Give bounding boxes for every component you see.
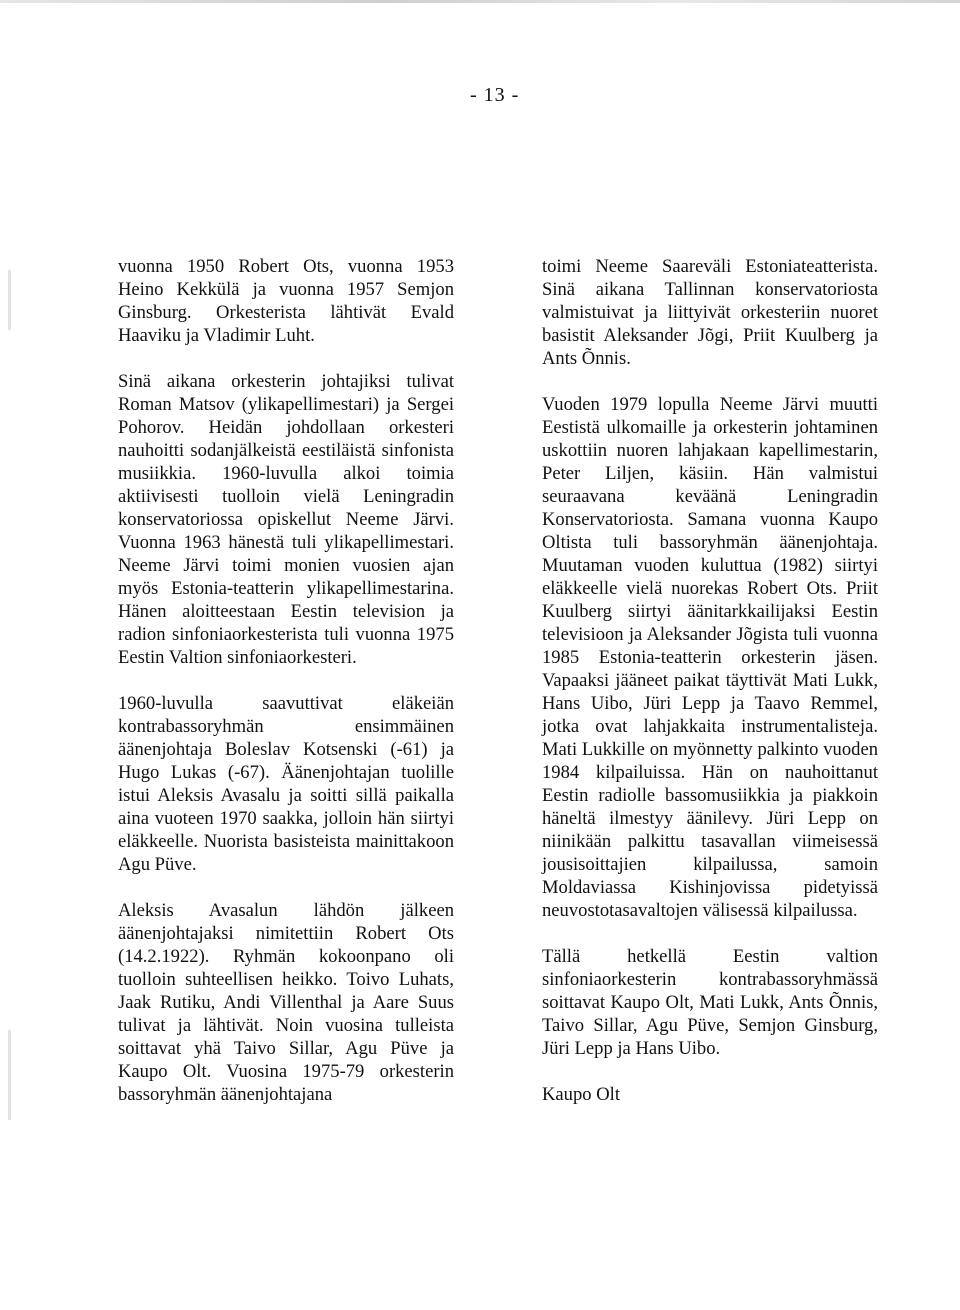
scan-margin-mark xyxy=(8,1030,11,1120)
paragraph: toimi Neeme Saareväli Estoniateatterista. Sinä aikana Tallinnan konservatoriosta valmistuivat ja liittyivät orkesteriin nuoret basistit Aleksander Jõgi, Priit Kuulberg ja Ants Õnnis. xyxy=(542,256,878,369)
page-number: - 13 - xyxy=(470,84,520,106)
paragraph: Vuoden 1979 lopulla Neeme Järvi muutti Eestistä ulkomaille ja orkesterin johtaminen uskottiin nuoren lahjakaan kapellimestarin, Peter Liljen, käsiin. Hän valmistui seuraavana keväänä Leningradin Konservatoriosta. Samana vuonna Kaupo Oltista tuli bassoryhmän äänenjohtaja. Muutaman vuoden kuluttua (1982) siirtyi eläkkeelle vielä nuorekas Robert Ots. Priit Kuulberg siirtyi äänitarkkailijaksi Eestin televisioon ja Aleksander Jõgista tuli vuonna 1985 Estonia-teatterin orkesterin jäsen. Vapaaksi jääneet paikat täyttivät Mati Lukk, Hans Uibo, Jüri Lepp ja Taavo Remmel, jotka ovat lahjakkaita instrumentalisteja. Mati Lukkille on myönnetty palkinto vuoden 1984 kilpailuissa. Hän on nauhoittanut Eestin radiolle bassomusiikkia ja piakkoin häneltä ilmestyy äänilevy. Jüri Lepp on niinikään palkittu tasavallan viimeisessä jousisoittajien kilpailussa, samoin Moldaviassa Kishinjovissa pidetyissä neuvostotasavaltojen välisessä kilpailussa. xyxy=(542,394,878,921)
scan-top-edge xyxy=(0,0,960,3)
paragraph: Aleksis Avasalun lähdön jälkeen äänenjohtajaksi nimitettiin Robert Ots (14.2.1922). Ryhmän kokoonpano oli tuolloin suhteellisen heikko. Toivo Luhats, Jaak Rutiku, Andi Villenthal ja Aare Suus tulivat ja lähtivät. Noin vuosina tulleista soittavat yhä Taivo Sillar, Agu Püve ja Kaupo Olt. Vuosina 1975-79 orkesterin bassoryhmän äänenjohtajana xyxy=(118,900,454,1105)
paragraph: Sinä aikana orkesterin johtajiksi tulivat Roman Matsov (ylikapellimestari) ja Sergei Pohorov. Heidän johdollaan orkesteri nauhoitti sodanjälkeistä eestiläistä sinfonista musiikkia. 1960-luvulla alkoi toimia aktiivisesti tuolloin vielä Leningradin konservatoriossa opiskellut Neeme Järvi. Vuonna 1963 hänestä tuli ylikapellimestari. Neeme Järvi toimi monien vuosien ajan myös Estonia-teatterin ylikapellimestarina. Hänen aloitteestaan Eestin television ja radion sinfoniaorkesterista tuli vuonna 1975 Eestin Valtion sinfoniaorkesteri. xyxy=(118,371,454,668)
scan-margin-mark xyxy=(8,270,11,330)
left-column xyxy=(118,255,454,1106)
right-column xyxy=(542,255,878,1106)
paragraph: 1960-luvulla saavuttivat eläkeiän kontrabassoryhmän ensimmäinen äänenjohtaja Boleslav Kotsenski (-61) ja Hugo Lukas (-67). Äänenjohtajan tuolille istui Aleksis Avasalu ja soitti sillä paikalla aina vuoteen 1970 saakka, jolloin hän siirtyi eläkkeelle. Nuorista basisteista mainittakoon Agu Püve. xyxy=(118,693,454,875)
paragraph: Tällä hetkellä Eestin valtion sinfoniaorkesterin kontrabassoryhmässä soittavat Kaupo Olt, Mati Lukk, Ants Õnnis, Taivo Sillar, Agu Püve, Semjon Ginsburg, Jüri Lepp ja Hans Uibo. xyxy=(542,946,878,1059)
paragraph: vuonna 1950 Robert Ots, vuonna 1953 Heino Kekkülä ja vuonna 1957 Semjon Ginsburg. Orkesterista lähtivät Evald Haaviku ja Vladimir Luht. xyxy=(118,256,454,346)
author-signature: Kaupo Olt xyxy=(542,1084,620,1105)
